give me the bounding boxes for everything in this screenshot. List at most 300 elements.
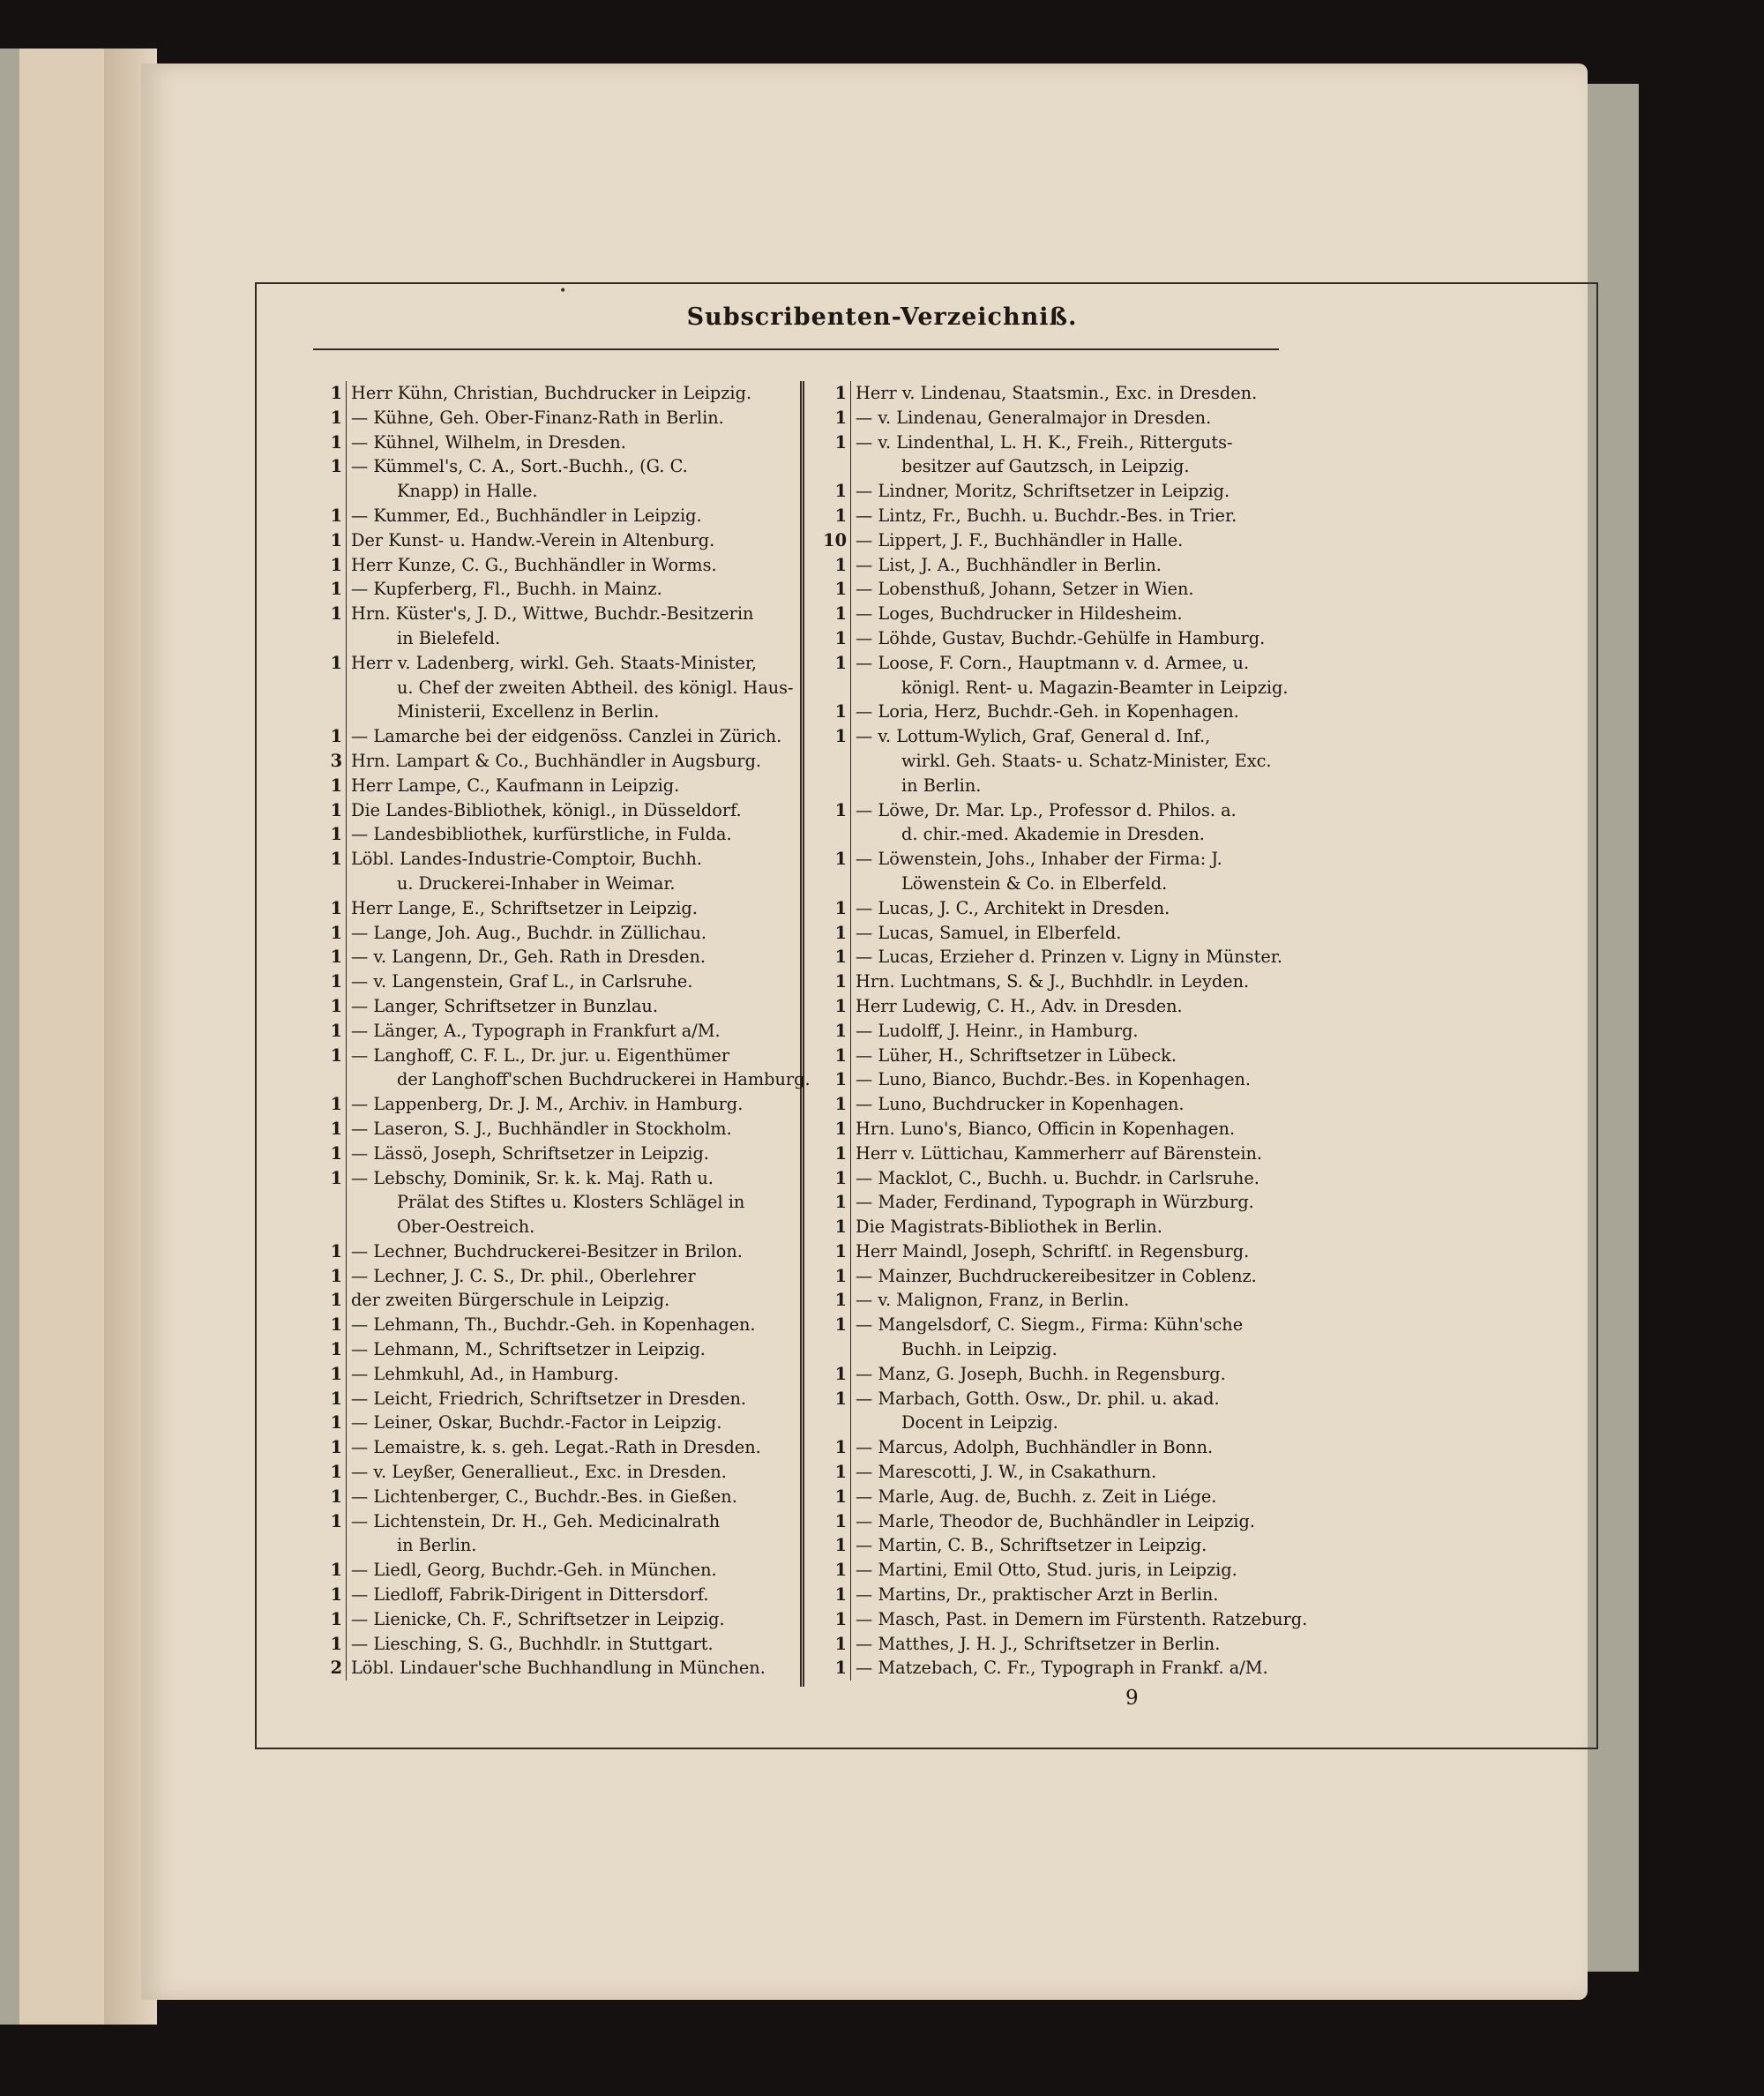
entry-line: — Lechner, Buchdruckerei-Besitzer in Brilon. (351, 1240, 743, 1261)
entry-count: 1 (820, 1509, 851, 1534)
entry-line: — Marcus, Adolph, Buchhändler in Bonn. (856, 1437, 1214, 1458)
entry-count: 1 (820, 700, 851, 724)
entry-count: 1 (316, 1337, 347, 1362)
subscriber-entry (316, 945, 790, 969)
entry-line: — Kümmel's, C. A., Sort.-Buchh., (G. C. (351, 456, 688, 477)
entry-text (351, 602, 790, 651)
entry-text (351, 1019, 790, 1044)
entry-count: 1 (316, 577, 347, 602)
entry-count: 1 (820, 1632, 851, 1657)
entry-text (351, 1411, 790, 1435)
entry-text (856, 577, 1305, 602)
subscriber-entry (820, 1239, 1305, 1264)
entry-continuation-line: d. chir.-med. Akademie in Dresden. (901, 824, 1205, 845)
entry-text (856, 724, 1305, 797)
entry-count: 1 (316, 1411, 347, 1435)
entry-continuation-line: Ober-Oestreich. (397, 1216, 535, 1238)
entry-text (856, 1019, 1305, 1044)
entry-text (856, 1362, 1305, 1387)
entry-count: 1 (820, 1558, 851, 1583)
entry-count: 1 (820, 1215, 851, 1239)
subscriber-entry (820, 528, 1305, 553)
entry-count: 1 (820, 1435, 851, 1460)
entry-line: — v. Lottum-Wylich, Graf, General d. Inf., (856, 726, 1211, 747)
entry-count: 1 (316, 406, 347, 430)
entry-count: 1 (820, 406, 851, 430)
entry-text (856, 969, 1305, 994)
entry-text (351, 1142, 790, 1166)
subscriber-entry (316, 1117, 790, 1142)
page-title: Subscribenten-Verzeichniß. (686, 303, 1078, 331)
entry-line: Herr v. Ladenberg, wirkl. Geh. Staats-Minister, (351, 652, 758, 673)
entry-count: 10 (820, 528, 851, 553)
entry-count: 1 (820, 1288, 851, 1313)
entry-line: — Matzebach, C. Fr., Typograph in Frankf. a/M. (856, 1658, 1268, 1679)
entry-line: — Martins, Dr., praktischer Arzt in Berlin. (856, 1584, 1219, 1606)
entry-count: 1 (316, 528, 347, 553)
entry-line: — Lucas, J. C., Architekt in Dresden. (856, 897, 1170, 918)
entry-count: 1 (820, 969, 851, 994)
entry-line: — Lichtenstein, Dr. H., Geh. Medicinalrath (351, 1510, 721, 1531)
entry-line: — Liedloff, Fabrik-Dirigent in Dittersdorf. (351, 1584, 709, 1606)
subscriber-entry (820, 577, 1305, 602)
entry-text (351, 822, 790, 847)
entry-line: Herr v. Lüttichau, Kammerherr auf Bärenstein. (856, 1142, 1263, 1164)
entry-text (856, 1264, 1305, 1289)
entry-line: — Lehmkuhl, Ad., in Hamburg. (351, 1363, 619, 1384)
subscriber-entry (316, 969, 790, 994)
entry-line: — Lichtenberger, C., Buchdr.-Bes. in Gießen. (351, 1486, 737, 1507)
entry-count: 1 (316, 1509, 347, 1559)
entry-text (351, 406, 790, 430)
entry-text (351, 504, 790, 528)
entry-count: 1 (316, 1288, 347, 1313)
subscriber-entry (316, 1092, 790, 1117)
subscriber-entry (820, 1117, 1305, 1142)
entry-count: 1 (820, 1460, 851, 1485)
entry-count: 1 (820, 1117, 851, 1142)
entry-count: 1 (820, 479, 851, 504)
entry-text (856, 430, 1305, 480)
entry-text (351, 749, 790, 774)
entry-count: 1 (820, 1607, 851, 1632)
subscriber-entry (820, 1533, 1305, 1558)
entry-line: — Lange, Joh. Aug., Buchdr. in Züllichau. (351, 922, 707, 943)
entry-text (351, 724, 790, 749)
entry-line: — v. Lindenau, Generalmajor in Dresden. (856, 407, 1212, 428)
entry-text (351, 1485, 790, 1509)
entry-line: — Langer, Schriftsetzer in Bunzlau. (351, 995, 658, 1016)
entry-count: 1 (316, 1362, 347, 1387)
entry-count: 1 (316, 1264, 347, 1289)
entry-line: — Lebschy, Dominik, Sr. k. k. Maj. Rath u. (351, 1167, 714, 1188)
subscriber-entry (316, 1166, 790, 1239)
entry-line: Herr Kunze, C. G., Buchhändler in Worms. (351, 554, 717, 575)
left-binding-cloth (0, 49, 19, 2025)
subscriber-entry (820, 1313, 1305, 1362)
entry-line: — Löwe, Dr. Mar. Lp., Professor d. Philos. a. (856, 799, 1237, 820)
subscriber-entry (316, 774, 790, 798)
entry-count: 1 (820, 994, 851, 1019)
entry-count: 1 (820, 1239, 851, 1264)
entry-line: — Marescotti, J. W., in Csakathurn. (856, 1462, 1157, 1483)
entry-text (351, 1387, 790, 1411)
entry-text (351, 1632, 790, 1657)
entry-line: Herr Lange, E., Schriftsetzer in Leipzig. (351, 897, 698, 918)
entry-text (351, 1362, 790, 1387)
entry-line: Herr Kühn, Christian, Buchdrucker in Leipzig. (351, 383, 752, 403)
entry-continuation-line: in Berlin. (397, 1535, 477, 1556)
entry-line: — Lobensthuß, Johann, Setzer in Wien. (856, 579, 1194, 600)
entry-count: 1 (316, 1460, 347, 1485)
entry-line: — Ludolff, J. Heinr., in Hamburg. (856, 1020, 1139, 1041)
subscriber-entry (820, 847, 1305, 896)
entry-line: — Kummer, Ed., Buchhändler in Leipzig. (351, 505, 702, 526)
entry-count: 1 (820, 1166, 851, 1191)
entry-text (856, 700, 1305, 724)
entry-count: 1 (820, 1387, 851, 1436)
entry-text (351, 1239, 790, 1264)
subscriber-entry (316, 1435, 790, 1460)
entry-count: 1 (316, 1117, 347, 1142)
entry-text (351, 1117, 790, 1142)
subscriber-entry (316, 577, 790, 602)
entry-line: Hrn. Luno's, Bianco, Officin in Kopenhagen. (856, 1118, 1236, 1139)
column-divider (800, 381, 804, 1687)
subscriber-entry (820, 700, 1305, 724)
entry-line: — Leicht, Friedrich, Schriftsetzer in Dresden. (351, 1388, 747, 1409)
entry-line: — Mader, Ferdinand, Typograph in Würzburg. (856, 1192, 1254, 1213)
entry-text (351, 430, 790, 455)
entry-line: — Löhde, Gustav, Buchdr.-Gehülfe in Hamburg. (856, 627, 1266, 648)
entry-text (856, 1215, 1305, 1239)
subscriber-entry (820, 1288, 1305, 1313)
entry-count: 1 (316, 1019, 347, 1044)
entry-line: Hrn. Luchtmans, S. & J., Buchhdlr. in Leyden. (856, 971, 1250, 992)
subscriber-entry (820, 626, 1305, 651)
entry-text (351, 945, 790, 969)
entry-text (351, 921, 790, 946)
subscriber-entry (316, 1460, 790, 1485)
subscriber-entry (820, 504, 1305, 528)
entry-text (856, 798, 1305, 848)
entry-count: 1 (316, 651, 347, 724)
title-rule (313, 348, 1279, 350)
subscriber-entry (820, 921, 1305, 946)
subscriber-entry (316, 798, 790, 823)
entry-line: — Macklot, C., Buchh. u. Buchdr. in Carlsruhe. (856, 1167, 1259, 1188)
entry-line: — Kühne, Geh. Ober-Finanz-Rath in Berlin. (351, 407, 724, 428)
entry-line: — Liedl, Georg, Buchdr.-Geh. in München. (351, 1560, 717, 1581)
entry-count: 1 (820, 1313, 851, 1362)
subscriber-column-right (820, 381, 1308, 1681)
entry-text (856, 553, 1305, 578)
entry-text (351, 896, 790, 921)
entry-continuation-line: Ministerii, Excellenz in Berlin. (397, 701, 660, 722)
entry-line: — Marle, Theodor de, Buchhändler in Leipzig. (856, 1510, 1255, 1531)
entry-line: — List, J. A., Buchhändler in Berlin. (856, 554, 1162, 575)
subscriber-entry (316, 553, 790, 578)
entry-count: 3 (316, 749, 347, 774)
entry-count: 1 (820, 626, 851, 651)
entry-count: 1 (820, 1067, 851, 1092)
entry-text (856, 1485, 1305, 1509)
entry-line: — Lucas, Samuel, in Elberfeld. (856, 922, 1122, 943)
entry-text (351, 1558, 790, 1583)
entry-count: 1 (820, 1142, 851, 1166)
entry-count: 1 (820, 1583, 851, 1607)
entry-line: — Manz, G. Joseph, Buchh. in Regensburg. (856, 1363, 1226, 1384)
entry-count: 1 (820, 921, 851, 946)
subscriber-entry (316, 921, 790, 946)
entry-count: 1 (820, 553, 851, 578)
entry-count: 1 (820, 1190, 851, 1215)
entry-text (856, 651, 1305, 700)
entry-line: — Lucas, Erzieher d. Prinzen v. Ligny in Münster. (856, 947, 1282, 968)
subscriber-entry (820, 1607, 1308, 1632)
subscriber-entry (820, 1019, 1305, 1044)
entry-text (351, 1607, 790, 1632)
entry-line: — Lindner, Moritz, Schriftsetzer in Leipzig. (856, 481, 1230, 502)
entry-continuation-line: Docent in Leipzig. (901, 1412, 1058, 1434)
entry-count: 1 (316, 553, 347, 578)
entry-count: 1 (820, 1044, 851, 1068)
page-marker: • (559, 284, 567, 298)
entry-count: 1 (316, 945, 347, 969)
entry-text (856, 1239, 1305, 1264)
entry-text (856, 1044, 1305, 1068)
entry-count: 1 (316, 994, 347, 1019)
subscriber-entry (316, 1362, 790, 1387)
entry-text (351, 1313, 790, 1337)
entry-line: Herr v. Lindenau, Staatsmin., Exc. in Dresden. (856, 383, 1258, 403)
entry-count: 1 (820, 798, 851, 848)
subscriber-entry (316, 1583, 790, 1607)
entry-line: Die Magistrats-Bibliothek in Berlin. (856, 1216, 1162, 1238)
entry-line: Herr Lampe, C., Kaufmann in Leipzig. (351, 775, 680, 796)
entry-line: — Luno, Bianco, Buchdr.-Bes. in Kopenhagen. (856, 1069, 1252, 1090)
entry-text (351, 1460, 790, 1485)
entry-line: — Loges, Buchdrucker in Hildesheim. (856, 603, 1183, 625)
subscriber-entry (820, 724, 1305, 797)
subscriber-entry (316, 1142, 790, 1166)
subscriber-entry (316, 1607, 790, 1632)
entry-count: 1 (820, 1533, 851, 1558)
subscriber-entry (316, 1656, 790, 1681)
entry-line: Löbl. Landes-Industrie-Comptoir, Buchh. (351, 849, 703, 870)
entry-count: 1 (316, 1239, 347, 1264)
subscriber-entry (820, 1190, 1305, 1215)
entry-continuation-line: besitzer auf Gautzsch, in Leipzig. (901, 456, 1190, 477)
entry-text (856, 1190, 1305, 1215)
entry-text (856, 479, 1305, 504)
entry-text (856, 994, 1305, 1019)
entry-count: 1 (820, 430, 851, 480)
entry-text (351, 798, 790, 823)
subscriber-entry (820, 1044, 1305, 1068)
entry-text (856, 504, 1305, 528)
entry-text (856, 602, 1305, 626)
entry-line: — Martini, Emil Otto, Stud. juris, in Leipzig. (856, 1560, 1237, 1581)
entry-text (351, 1656, 790, 1681)
subscriber-entry (820, 1092, 1305, 1117)
entry-text (856, 945, 1305, 969)
entry-count: 1 (820, 504, 851, 528)
entry-text (351, 1583, 790, 1607)
entry-line: — Luno, Buchdrucker in Kopenhagen. (856, 1094, 1185, 1115)
entry-text (351, 1435, 790, 1460)
entry-count: 1 (316, 1044, 347, 1093)
subscriber-entry (820, 1435, 1305, 1460)
entry-line: — Lippert, J. F., Buchhändler in Halle. (856, 529, 1184, 550)
entry-count: 1 (820, 847, 851, 896)
entry-continuation-line: u. Chef der zweiten Abtheil. des königl. Haus- (397, 677, 794, 698)
subscriber-entry (316, 822, 790, 847)
entry-text (351, 454, 790, 504)
entry-line: — Kupferberg, Fl., Buchh. in Mainz. (351, 579, 662, 600)
entry-continuation-line: in Berlin. (901, 775, 982, 796)
entry-line: — Loose, F. Corn., Hauptmann v. d. Armee, u. (856, 652, 1250, 673)
entry-count: 1 (316, 1387, 347, 1411)
subscriber-entry (820, 1142, 1305, 1166)
entry-line: — Martin, C. B., Schriftsetzer in Leipzig. (856, 1535, 1207, 1556)
entry-count: 1 (316, 1166, 347, 1239)
entry-text (856, 896, 1305, 921)
entry-count: 1 (316, 1092, 347, 1117)
entry-count: 1 (316, 1142, 347, 1166)
entry-line: — Kühnel, Wilhelm, in Dresden. (351, 431, 626, 453)
entry-text (351, 1264, 790, 1289)
entry-text (856, 1632, 1305, 1657)
entry-count: 1 (820, 1092, 851, 1117)
entry-text (856, 1092, 1305, 1117)
entry-text (856, 1509, 1305, 1534)
subscriber-entry (820, 1362, 1305, 1387)
entry-text (856, 1533, 1305, 1558)
subscriber-entry (820, 1387, 1305, 1436)
entry-line: — Landesbibliothek, kurfürstliche, in Fulda. (351, 824, 732, 845)
entry-text (856, 626, 1305, 651)
entry-count: 1 (316, 1558, 347, 1583)
entry-text (856, 1067, 1305, 1092)
entry-text (351, 1509, 790, 1559)
entry-line: — Lüher, H., Schriftsetzer in Lübeck. (856, 1044, 1177, 1066)
entry-count: 1 (316, 1607, 347, 1632)
subscriber-entry (820, 479, 1305, 504)
entry-count: 1 (316, 774, 347, 798)
entry-line: — Lehmann, Th., Buchdr.-Geh. in Kopenhagen. (351, 1314, 756, 1336)
entry-count: 1 (316, 1632, 347, 1657)
entry-text (351, 847, 790, 896)
entry-text (351, 1044, 811, 1093)
entry-continuation-line: Knapp) in Halle. (397, 481, 538, 502)
entry-line: — Marle, Aug. de, Buchh. z. Zeit in Liége. (856, 1486, 1217, 1507)
subscriber-entry (316, 406, 790, 430)
subscriber-entry (316, 1044, 811, 1093)
entry-continuation-line: Buchh. in Leipzig. (901, 1339, 1058, 1360)
subscriber-entry (820, 1558, 1305, 1583)
entry-text (856, 528, 1305, 553)
entry-count: 1 (820, 651, 851, 700)
entry-count: 1 (316, 454, 347, 504)
entry-text (856, 1460, 1305, 1485)
subscriber-entry (316, 454, 790, 504)
entry-text (351, 1166, 790, 1239)
entry-line: Hrn. Lampart & Co., Buchhändler in Augsburg. (351, 750, 762, 771)
subscriber-entry (316, 1264, 790, 1289)
entry-line: — Löwenstein, Johs., Inhaber der Firma: J. (856, 849, 1222, 870)
entry-line: — Laseron, S. J., Buchhändler in Stockholm. (351, 1118, 732, 1139)
subscriber-entry (316, 430, 790, 455)
entry-line: der zweiten Bürgerschule in Leipzig. (351, 1290, 670, 1311)
entry-line: — Lienicke, Ch. F., Schriftsetzer in Leipzig. (351, 1608, 725, 1629)
subscriber-entry (820, 1656, 1305, 1681)
entry-count: 1 (820, 724, 851, 797)
entry-text (351, 651, 794, 724)
subscriber-entry (316, 847, 790, 896)
entry-count: 1 (820, 896, 851, 921)
subscriber-entry (316, 1337, 790, 1362)
subscriber-entry (316, 1558, 790, 1583)
entry-text (856, 921, 1305, 946)
entry-count: 1 (820, 577, 851, 602)
entry-count: 1 (820, 1485, 851, 1509)
entry-line: Der Kunst- u. Handw.-Verein in Altenburg. (351, 529, 715, 550)
entry-line: — Marbach, Gotth. Osw., Dr. phil. u. akad. (856, 1388, 1220, 1409)
entry-count: 1 (316, 896, 347, 921)
entry-text (856, 1166, 1305, 1191)
entry-line: — Lässö, Joseph, Schriftsetzer in Leipzig. (351, 1142, 709, 1164)
subscriber-entry (820, 430, 1305, 480)
entry-count: 1 (316, 724, 347, 749)
subscriber-entry (820, 1460, 1305, 1485)
entry-continuation-line: Löwenstein & Co. in Elberfeld. (901, 872, 1168, 894)
subscriber-entry (316, 602, 790, 651)
entry-line: — Lamarche bei der eidgenöss. Canzlei in Zürich. (351, 726, 782, 747)
entry-line: — v. Malignon, Franz, in Berlin. (856, 1290, 1130, 1311)
entry-line: — v. Lindenthal, L. H. K., Freih., Ritterguts- (856, 431, 1233, 453)
entry-text (351, 994, 790, 1019)
subscriber-entry (316, 1411, 790, 1435)
entry-text (351, 528, 790, 553)
entry-count: 1 (316, 847, 347, 896)
entry-line: — Lechner, J. C. S., Dr. phil., Oberlehrer (351, 1265, 696, 1286)
entry-continuation-line: königl. Rent- u. Magazin-Beamter in Leipzig. (901, 677, 1289, 698)
entry-text (351, 1337, 790, 1362)
entry-line: — Matthes, J. H. J., Schriftsetzer in Berlin. (856, 1633, 1221, 1654)
entry-line: — v. Langenn, Dr., Geh. Rath in Dresden. (351, 947, 706, 968)
subscriber-entry (316, 1239, 790, 1264)
subscriber-entry (316, 528, 790, 553)
entry-line: — Mainzer, Buchdruckereibesitzer in Coblenz. (856, 1265, 1257, 1286)
subscriber-entry (820, 406, 1305, 430)
subscriber-entry (820, 945, 1305, 969)
entry-text (856, 847, 1305, 896)
entry-text (856, 1583, 1305, 1607)
entry-continuation-line: der Langhoff'schen Buchdruckerei in Hamburg. (397, 1069, 811, 1090)
entry-text (856, 381, 1305, 406)
entry-text (351, 553, 790, 578)
entry-count: 1 (316, 1583, 347, 1607)
entry-line: — Lemaistre, k. s. geh. Legat.-Rath in Dresden. (351, 1437, 761, 1458)
entry-line: — v. Langenstein, Graf L., in Carlsruhe. (351, 971, 693, 992)
entry-text (856, 1607, 1307, 1632)
entry-line: Herr Ludewig, C. H., Adv. in Dresden. (856, 995, 1183, 1016)
entry-line: — Leiner, Oskar, Buchdr.-Factor in Leipzig. (351, 1412, 722, 1434)
subscriber-entry (316, 749, 790, 774)
page-number: 9 (1125, 1687, 1139, 1710)
entry-line: — Liesching, S. G., Buchhdlr. in Stuttgart. (351, 1633, 714, 1654)
